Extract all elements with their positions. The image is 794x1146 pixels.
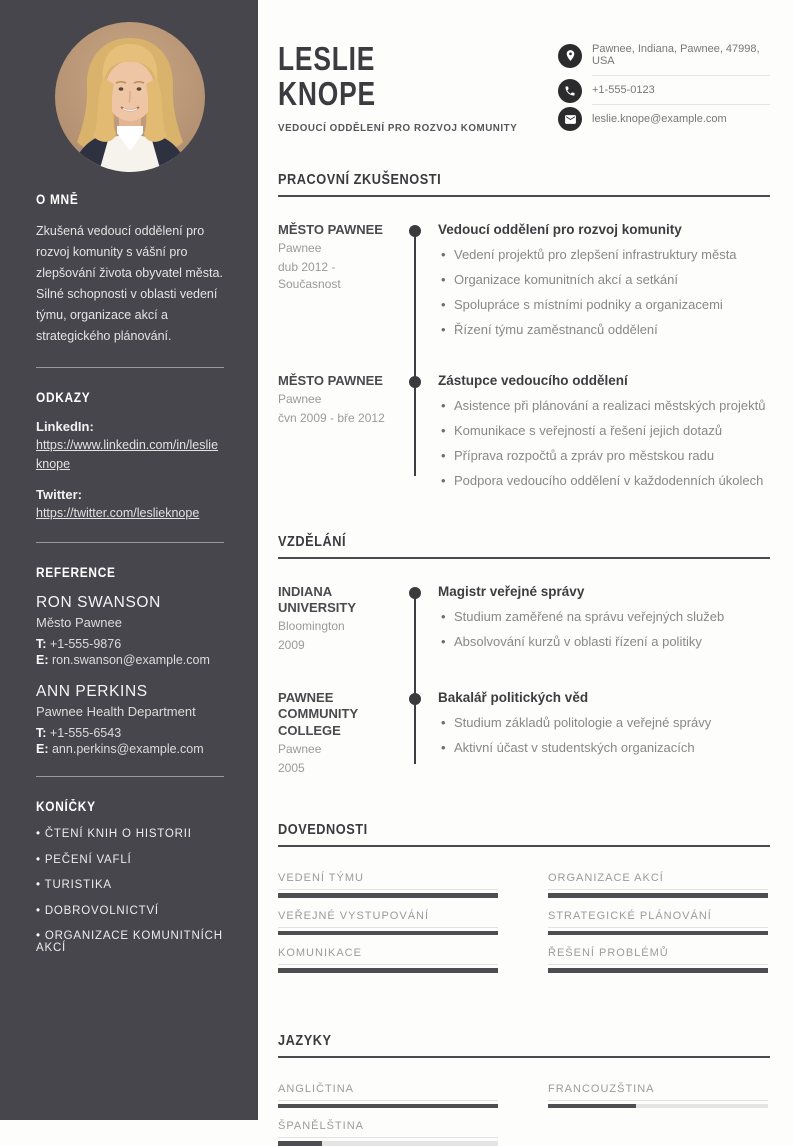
entry-school: PAWNEE COMMUNITY COLLEGE (278, 690, 358, 738)
skill-bar-fill (548, 893, 768, 898)
skills-section (278, 822, 770, 973)
hobbies-title: KONÍČKY (36, 799, 96, 815)
entry-meta-column (278, 222, 415, 337)
entry-meta-column (278, 373, 415, 488)
experience-entry (278, 222, 770, 337)
phone-label: T: (36, 637, 47, 652)
meter-separator (548, 1100, 768, 1101)
meter-separator (278, 889, 498, 890)
timeline-dot (409, 693, 421, 705)
skill-label: VEŘEJNÉ VYSTUPOVÁNÍ (278, 909, 430, 922)
first-name: LESLIE (278, 40, 376, 77)
reference-company: Město Pawnee (36, 615, 122, 631)
skill-bar-fill (548, 968, 768, 973)
language-bar (278, 1141, 498, 1146)
skills-title: DOVEDNOSTI (278, 822, 368, 839)
entry-job-title: Zástupce vedoucího oddělení (438, 372, 628, 388)
languages-grid (278, 1083, 770, 1146)
skill-bar-fill (548, 931, 768, 936)
entry-date: dub 2012 - Současnost (278, 259, 341, 291)
reference-email (36, 742, 224, 756)
phone-icon (558, 79, 582, 103)
email-value: ann.perkins@example.com (51, 742, 204, 757)
meter-separator (548, 964, 768, 965)
education-section (278, 534, 770, 776)
experience-section (278, 172, 770, 488)
reference-phone (36, 637, 224, 651)
education-entries (278, 584, 770, 776)
skill-item (548, 872, 768, 898)
entry-bullet: • Studium základů politologie a veřejné správy (438, 715, 770, 730)
links-section (36, 390, 224, 522)
language-item (548, 1083, 768, 1109)
phone-label: T: (36, 726, 47, 741)
skill-item (548, 947, 768, 973)
experience-title: PRACOVNÍ ZKUŠENOSTI (278, 171, 442, 188)
entry-location: Pawnee (278, 741, 322, 756)
entry-bullet: • Studium zaměřené na správu veřejných služeb (438, 609, 770, 624)
languages-section (278, 1033, 770, 1146)
skill-label: KOMUNIKACE (278, 947, 362, 960)
skill-bar-fill (278, 968, 498, 973)
contact-phone-row (558, 76, 770, 105)
meter-separator (548, 889, 768, 890)
contact-email: leslie.knope@example.com (592, 113, 727, 125)
header-job-title: VEDOUCÍ ODDĚLENÍ PRO ROZVOJ KOMUNITY (278, 121, 518, 134)
sidebar-divider (36, 776, 224, 777)
section-rule (278, 845, 770, 847)
entry-school: INDIANA UNIVERSITY (278, 583, 357, 616)
reference-name: RON SWANSON (36, 594, 161, 612)
skill-label: ŘEŠENÍ PROBLÉMŮ (548, 947, 669, 960)
reference-email (36, 653, 224, 667)
education-entry (278, 690, 770, 776)
reference-name: ANN PERKINS (36, 683, 148, 701)
entry-year: 2009 (278, 638, 305, 653)
entry-detail-column (415, 584, 770, 654)
entry-location: Pawnee (278, 392, 322, 407)
contact-email-row (558, 105, 770, 133)
email-value: ron.swanson@example.com (51, 653, 210, 668)
entry-bullet: • Organizace komunitních akcí a setkání (438, 272, 770, 287)
section-rule (278, 195, 770, 197)
language-item (278, 1083, 498, 1109)
skill-bar (278, 893, 498, 898)
language-bar-fill (548, 1104, 636, 1109)
name-block (278, 42, 535, 134)
meter-separator (278, 1137, 498, 1138)
resume-header (278, 42, 770, 134)
sidebar-divider (36, 367, 224, 368)
skill-item (548, 910, 768, 936)
sidebar (0, 0, 258, 1120)
phone-value: +1-555-6543 (49, 726, 122, 741)
skill-bar (278, 968, 498, 973)
entry-detail-column (415, 373, 770, 488)
skills-grid (278, 872, 770, 973)
about-text: Zkušená vedoucí oddělení pro rozvoj komunity s vášní pro zlepšování života obyvatel města. Silné schopnosti v oblasti vedení týmu, organizace akcí a strategického plánování. (36, 224, 223, 343)
skill-bar (278, 931, 498, 936)
skill-bar-fill (278, 931, 498, 936)
meter-separator (278, 1100, 498, 1101)
skill-bar (548, 931, 768, 936)
entry-company: MĚSTO PAWNEE (278, 372, 383, 388)
skill-item (278, 872, 498, 898)
language-item (278, 1120, 498, 1146)
entry-location: Pawnee (278, 241, 322, 256)
resume-main (258, 0, 794, 1133)
meter-separator (278, 964, 498, 965)
entry-bullet: • Spolupráce s místními podniky a organizacemi (438, 297, 770, 312)
hobby-item: • DOBROVOLNICTVÍ (36, 905, 224, 917)
entry-detail-column (415, 690, 770, 776)
languages-title: JAZYKY (278, 1032, 332, 1049)
experience-entries (278, 222, 770, 488)
skill-label: VEDENÍ TÝMU (278, 872, 364, 885)
email-label: E: (36, 742, 49, 757)
meter-separator (548, 927, 768, 928)
reference-item (36, 683, 224, 756)
section-rule (278, 557, 770, 559)
reference-phone (36, 726, 224, 740)
link-item-twitter (36, 487, 224, 523)
location-icon (558, 44, 582, 68)
language-bar-fill (278, 1104, 498, 1109)
meter-separator (278, 927, 498, 928)
entry-bullet: • Absolvování kurzů v oblasti řízení a politiky (438, 634, 770, 649)
hobbies-section (36, 799, 224, 954)
twitter-label: Twitter: (36, 486, 82, 502)
reference-company: Pawnee Health Department (36, 704, 196, 720)
entry-degree: Magistr veřejné správy (438, 583, 585, 599)
profile-photo (55, 22, 205, 172)
contact-location: Pawnee, Indiana, Pawnee, 47998, USA (592, 35, 770, 76)
timeline-dot (409, 225, 421, 237)
education-entry (278, 584, 770, 654)
links-title: ODKAZY (36, 390, 91, 405)
hobby-item: • TURISTIKA (36, 879, 224, 891)
language-bar (278, 1104, 498, 1109)
skill-label: STRATEGICKÉ PLÁNOVÁNÍ (548, 909, 712, 922)
about-title: O MNĚ (36, 192, 79, 207)
language-bar (548, 1104, 768, 1109)
section-rule (278, 1056, 770, 1058)
entry-date: čvn 2009 - bře 2012 (278, 410, 385, 425)
language-label: ŠPANĚLŠTINA (278, 1120, 364, 1133)
skill-item (278, 947, 498, 973)
entry-company: MĚSTO PAWNEE (278, 221, 383, 237)
skill-item (278, 910, 498, 936)
email-label: E: (36, 653, 49, 668)
language-label: ANGLIČTINA (278, 1082, 355, 1095)
contact-location-row (558, 35, 770, 76)
hobby-item: • PEČENÍ VAFLÍ (36, 854, 224, 866)
references-section (36, 565, 224, 756)
link-item-linkedin (36, 419, 224, 474)
contact-block (558, 35, 770, 134)
entry-job-title: Vedoucí oddělení pro rozvoj komunity (438, 221, 682, 237)
entry-bullet: • Podpora vedoucího oddělení v každodenních úkolech (438, 473, 770, 488)
email-icon (558, 107, 582, 131)
entry-degree: Bakalář politických věd (438, 690, 589, 706)
about-section (36, 192, 224, 347)
experience-entry (278, 373, 770, 488)
last-name: KNOPE (278, 74, 376, 112)
entry-location: Bloomington (278, 619, 345, 634)
reference-item (36, 594, 224, 667)
entry-detail-column (415, 222, 770, 337)
skill-bar (548, 968, 768, 973)
skill-bar (548, 893, 768, 898)
skill-bar-fill (278, 893, 498, 898)
entry-year: 2005 (278, 760, 305, 775)
entry-bullet: • Vedení projektů pro zlepšení infrastruktury města (438, 247, 770, 262)
timeline-dot (409, 587, 421, 599)
entry-bullet: • Asistence při plánování a realizaci městských projektů (438, 398, 770, 413)
skill-label: ORGANIZACE AKCÍ (548, 872, 664, 885)
linkedin-label: LinkedIn: (36, 419, 94, 434)
entry-meta-column (278, 584, 415, 654)
linkedin-link[interactable]: https://www.linkedin.com/in/leslieknope (36, 438, 219, 471)
sidebar-divider (36, 542, 224, 543)
entry-bullet: • Komunikace s veřejností a řešení jejich dotazů (438, 423, 770, 438)
references-title: REFERENCE (36, 565, 116, 581)
entry-bullet: • Řízení týmu zaměstnanců oddělení (438, 322, 770, 337)
hobby-item: • ORGANIZACE KOMUNITNÍCH AKCÍ (36, 930, 224, 954)
hobby-item: • ČTENÍ KNIH O HISTORII (36, 828, 224, 840)
twitter-link[interactable]: https://twitter.com/leslieknope (36, 505, 200, 520)
entry-bullet: • Aktivní účast v studentských organizacích (438, 740, 770, 755)
contact-phone: +1-555-0123 (592, 76, 770, 105)
language-label: FRANCOUZŠTINA (548, 1082, 655, 1095)
entry-meta-column (278, 690, 415, 776)
portrait-illustration (55, 22, 205, 172)
education-title: VZDĚLÁNÍ (278, 533, 347, 550)
entry-bullet: • Příprava rozpočtů a zpráv pro městskou radu (438, 448, 770, 463)
language-bar-fill (278, 1141, 322, 1146)
phone-value: +1-555-9876 (49, 637, 122, 652)
timeline-dot (409, 376, 421, 388)
